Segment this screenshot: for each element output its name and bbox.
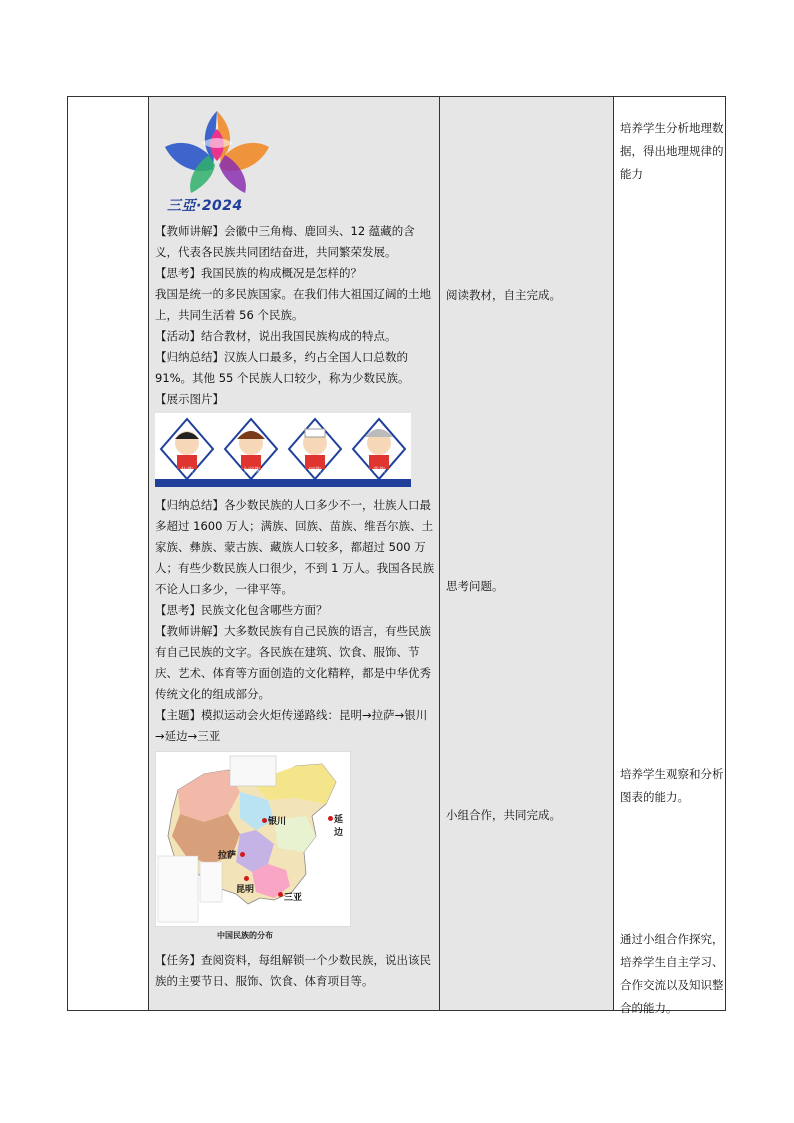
mascot-label: 壮族 (180, 467, 193, 474)
lesson-plan-table (67, 96, 726, 1015)
paragraph: 【归纳总结】各少数民族的人口多少不一，壮族人口最多超过 1600 万人；满族、回族、苗族、维吾尔族、土家族、彝族、蒙古族、藏族人口较多，都超过 500 万人；有些少数民族人口很少，不到 1 万人。我国各民族不论人口多少，一律平等。 (155, 498, 435, 596)
map-image (156, 752, 350, 926)
student-note-1: 阅读教材，自主完成。 (446, 288, 561, 302)
mascot-image (155, 413, 219, 487)
student-note-3: 小组合作，共同完成。 (446, 808, 561, 822)
goal-text-2: 培养学生观察和分析图表的能力。 (620, 767, 724, 804)
mascot-image (219, 413, 283, 487)
paragraph: 【主题】模拟运动会火炬传递路线：昆明→拉萨→银川→延边→三亚 (155, 708, 428, 743)
teacher-activity-cell (149, 97, 440, 1011)
student-activity-cell (440, 97, 614, 1011)
paragraph: 【思考】民族文化包含哪些方面？ (155, 603, 328, 617)
task-text: 【任务】查阅资料，每组解锁一个少数民族，说出该民族的主要节日、服饰、饮食、体育项目等。 (155, 953, 431, 988)
logo-text: 三亞·2024 (167, 198, 243, 214)
goal-text-3: 通过小组合作探究，培养学生自主学习、合作交流以及知识整合的能力。 (620, 932, 724, 1015)
paragraph: 【展示图片】 (155, 392, 224, 406)
ethnic-mascot-images (155, 413, 411, 487)
mascot-label: 回族 (308, 467, 321, 474)
city-label-sanya: 三亚 (284, 893, 303, 903)
paragraph: 【教师讲解】会徽中三角梅、鹿回头、12 蕴藏的含义，代表各民族共同团结奋进，共同繁荣发展。 (155, 224, 415, 259)
ethnic-distribution-map (155, 751, 351, 927)
mascot-image (347, 413, 411, 487)
map-caption: 中国民族的分布 (217, 931, 273, 940)
mascot-image (283, 413, 347, 487)
lesson-content-part2 (155, 495, 435, 747)
paragraph: 【活动】结合教材，说出我国民族构成的特点。 (155, 329, 397, 343)
mascot-label: 土家族 (241, 467, 260, 474)
paragraph: 【教师讲解】大多数民族有自己民族的语言，有些民族有自己民族的文字。各民族在建筑、饮食、服饰、节庆、艺术、体育等方面创造的文化精粹，都是中华优秀传统文化的组成部分。 (155, 624, 431, 701)
goal-text-1: 培养学生分析地理数据，得出地理规律的能力 (620, 121, 724, 181)
paragraph: 我国是统一的多民族国家。在我们伟大祖国辽阔的土地上，共同生活着 56 个民族。 (155, 287, 431, 322)
city-label-yanbian: 延边 (334, 815, 344, 838)
design-intent-cell (614, 97, 726, 1015)
empty-column-cell (68, 97, 149, 1011)
city-label-lasa: 拉萨 (218, 851, 237, 861)
city-label-kunming: 昆明 (236, 885, 255, 895)
paragraph: 【归纳总结】汉族人口最多，约占全国人口总数的 91%。其他 55 个民族人口较少，称为少数民族。 (155, 350, 410, 385)
lesson-content-part1 (155, 221, 435, 410)
city-label-yinchuan: 银川 (268, 817, 287, 827)
student-note-2: 思考问题。 (446, 579, 504, 593)
mascot-label: 苗族 (372, 467, 385, 474)
paragraph: 【思考】我国民族的构成概况是怎样的？ (155, 266, 362, 280)
